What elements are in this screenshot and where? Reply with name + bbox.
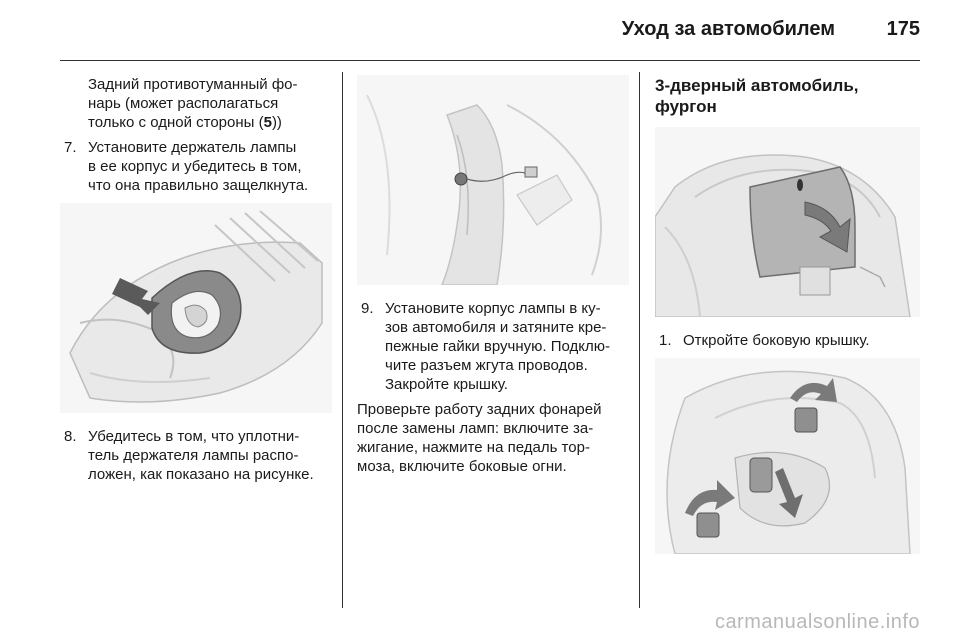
- step-7-line-2: в ее корпус и убедитесь в том,: [88, 158, 302, 175]
- heading-line-2: фургон: [655, 97, 717, 116]
- header-rule: [60, 60, 920, 61]
- column-2: [357, 75, 629, 476]
- step-7-line-3: что она правильно защелкнута.: [88, 177, 309, 194]
- column-divider-1: [342, 72, 343, 608]
- intro-line-1: Задний противотуманный фо-: [88, 76, 298, 93]
- step-8-number: 8.: [64, 428, 77, 445]
- page-title: Уход за автомобилем: [621, 18, 835, 40]
- column-3: [655, 75, 923, 554]
- side-cover-drawing: [655, 127, 920, 317]
- step-9-line-2: зов автомобиля и затяните кре-: [385, 319, 607, 336]
- step-9-line-3: пежные гайки вручную. Подклю-: [385, 338, 610, 355]
- step-8-line-1: Убедитесь в том, что уплотни-: [88, 428, 300, 445]
- paragraph-line-1: Проверьте работу задних фонарей: [357, 401, 602, 418]
- step-7: [60, 138, 332, 195]
- paragraph-line-4: моза, включите боковые огни.: [357, 458, 567, 475]
- step-8-line-3: ложен, как показано на рисунке.: [88, 466, 314, 483]
- lamp-holder-drawing: [60, 203, 332, 413]
- intro-text: [60, 75, 332, 132]
- lamp-housing-drawing: [357, 75, 629, 285]
- step-7-line-1: Установите держатель лампы: [88, 139, 297, 156]
- step-9-line-4: чите разъем жгута проводов.: [385, 357, 588, 374]
- column-1: [60, 75, 332, 484]
- lamp-nuts-illustration: [655, 358, 920, 554]
- paragraph-line-2: после замены ламп: включите за-: [357, 420, 594, 437]
- step-8: [60, 427, 332, 484]
- step-1: [655, 331, 923, 350]
- intro-bold-ref: 5: [263, 114, 272, 131]
- step-9: [357, 299, 629, 394]
- column-divider-2: [639, 72, 640, 608]
- side-cover-illustration: [655, 127, 920, 317]
- step-1-line-1: Откройте боковую крышку.: [683, 332, 870, 349]
- watermark: carmanualsonline.info: [714, 611, 920, 633]
- check-paragraph: [357, 400, 629, 476]
- step-1-number: 1.: [659, 332, 672, 349]
- heading-line-1: 3-дверный автомобиль,: [655, 76, 859, 95]
- lamp-housing-illustration: [357, 75, 629, 285]
- step-9-line-1: Установите корпус лампы в ку-: [385, 300, 601, 317]
- step-7-number: 7.: [64, 139, 77, 156]
- lamp-nuts-drawing: [655, 358, 920, 554]
- intro-line-end: )): [271, 114, 282, 131]
- page-number: 175: [886, 18, 920, 40]
- lamp-holder-seal-illustration: [60, 203, 332, 413]
- intro-line-2: нарь (может располагаться: [88, 95, 279, 112]
- step-9-number: 9.: [361, 300, 374, 317]
- intro-line-3: только с одной стороны (: [88, 114, 264, 131]
- step-8-line-2: тель держателя лампы распо-: [88, 447, 299, 464]
- section-heading: [655, 75, 923, 117]
- step-9-line-5: Закройте крышку.: [385, 376, 508, 393]
- paragraph-line-3: жигание, нажмите на педаль тор-: [357, 439, 590, 456]
